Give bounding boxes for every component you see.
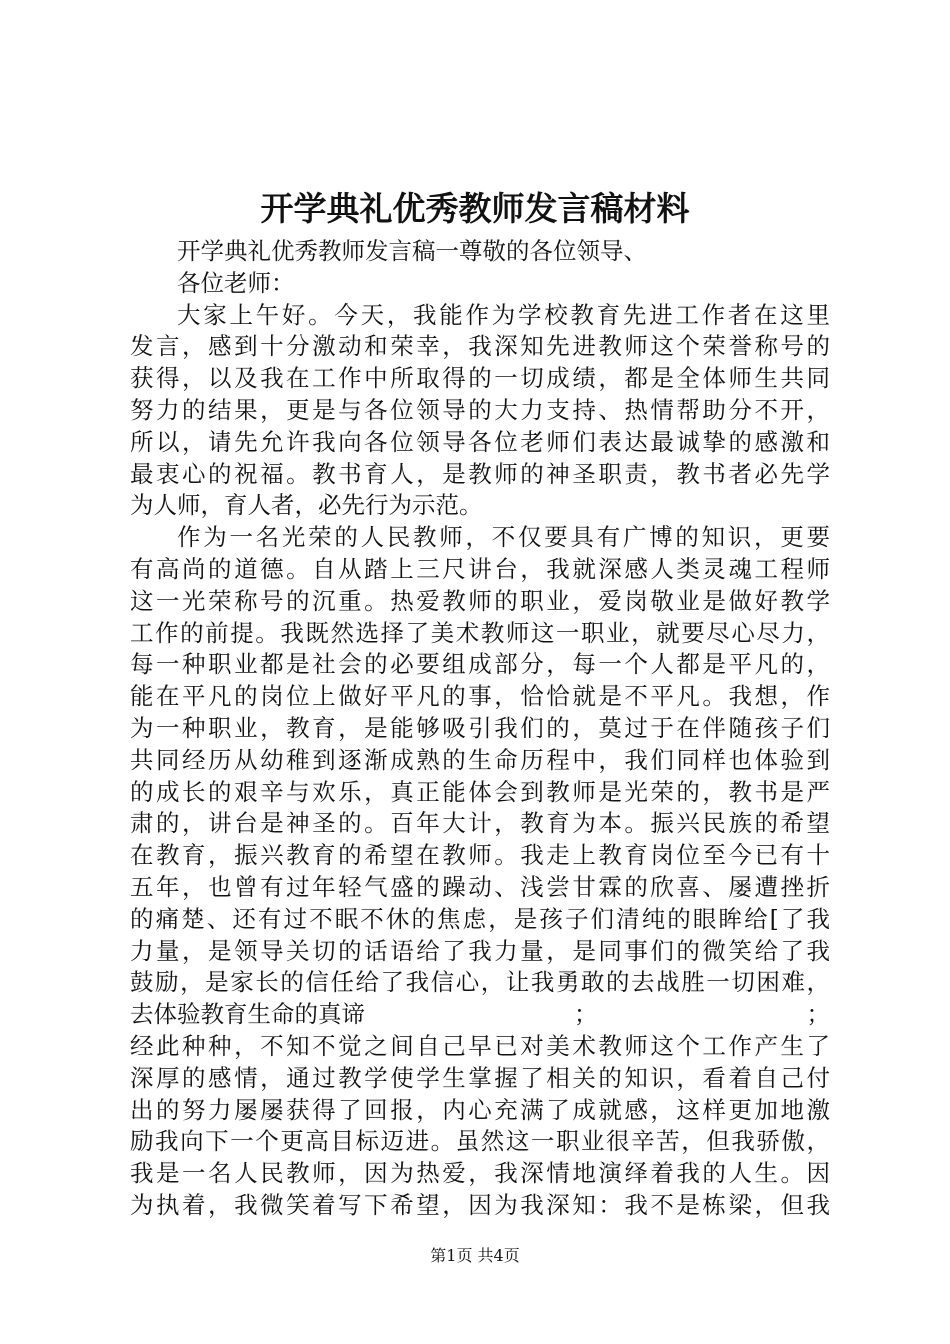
document-title: 开学典礼优秀教师发言稿材料 [260,189,690,228]
text-line: 有高尚的道德。自从踏上三尺讲台，我就深感人类灵魂工程师 [130,554,830,583]
text-line: 力量，是领导关切的话语给了我力量，是同事们的微笑给了我 [130,936,830,965]
text-line: 为一种职业，教育，是能够吸引我们的，莫过于在伴随孩子们 [130,713,830,742]
text-line: 出的努力屡屡获得了回报，内心充满了成就感，这样更加地激 [130,1095,830,1124]
text-line: 最衷心的祝福。教书育人，是教师的神圣职责，教书者必先学 [130,459,830,488]
text-line: 工作的前提。我既然选择了美术教师这一职业，就要尽心尽力， [130,618,830,647]
text-line: 所以，请先允许我向各位领导各位老师们表达最诚挚的感激和 [130,427,830,456]
text-line: 在教育，振兴教育的希望在教师。我走上教育岗位至今已有十 [130,841,830,870]
text-line: 为人师，育人者，必先行为示范。 [130,491,483,520]
text-line: 的痛楚、还有过不眠不休的焦虑，是孩子们清纯的眼眸给[了我 [130,904,830,933]
text-line: 肃的，讲台是神圣的。百年大计，教育为本。振兴民族的希望 [130,809,830,838]
text-segment: ； [574,1000,598,1029]
text-segment: 去体验教育生命的真谛 [130,1000,365,1029]
text-segment: ； [806,1000,830,1029]
text-line-split [130,999,830,1031]
page-footer: 第1页 共4页 [430,1246,520,1265]
text-line: 大家上午好。今天，我能作为学校教育先进工作者在这里 [177,300,830,329]
text-line: 五年，也曾有过年轻气盛的躁动、浅尝甘霖的欣喜、屡遭挫折 [130,872,830,901]
text-line: 经此种种，不知不觉之间自己早已对美术教师这个工作产生了 [130,1031,830,1060]
text-line: 鼓励，是家长的信任给了我信心，让我勇敢的去战胜一切困难， [130,968,830,997]
text-line: 作为一名光荣的人民教师，不仅要具有广博的知识，更要 [177,523,830,552]
text-line: 这一光荣称号的沉重。热爱教师的职业，爱岗敬业是做好教学 [130,586,830,615]
text-line: 我是一名人民教师，因为热爱，我深情地演绎着我的人生。因 [130,1159,830,1188]
text-line: 能在平凡的岗位上做好平凡的事，恰恰就是不平凡。我想，作 [130,682,830,711]
text-line: 为执着，我微笑着写下希望，因为我深知：我不是栋梁，但我 [130,1190,830,1219]
text-line: 努力的结果，更是与各位领导的大力支持、热情帮助分不开， [130,395,830,424]
text-line: 获得，以及我在工作中所取得的一切成绩，都是全体师生共同 [130,364,830,393]
document-body [130,236,830,1222]
text-line: 共同经历从幼稚到逐渐成熟的生命历程中，我们同样也体验到 [130,745,830,774]
text-line: 各位老师： [177,268,295,297]
text-line: 开学典礼优秀教师发言稿一尊敬的各位领导、 [177,237,647,265]
text-line: 励我向下一个更高目标迈进。虽然这一职业很辛苦，但我骄傲， [130,1127,830,1156]
text-line: 发言，感到十分激动和荣幸，我深知先进教师这个荣誉称号的 [130,332,830,361]
text-line: 深厚的感情，通过教学使学生掌握了相关的知识，看着自己付 [130,1063,830,1092]
text-line: 的成长的艰辛与欢乐，真正能体会到教师是光荣的，教书是严 [130,777,830,806]
text-line: 每一种职业都是社会的必要组成部分，每一个人都是平凡的， [130,650,830,679]
